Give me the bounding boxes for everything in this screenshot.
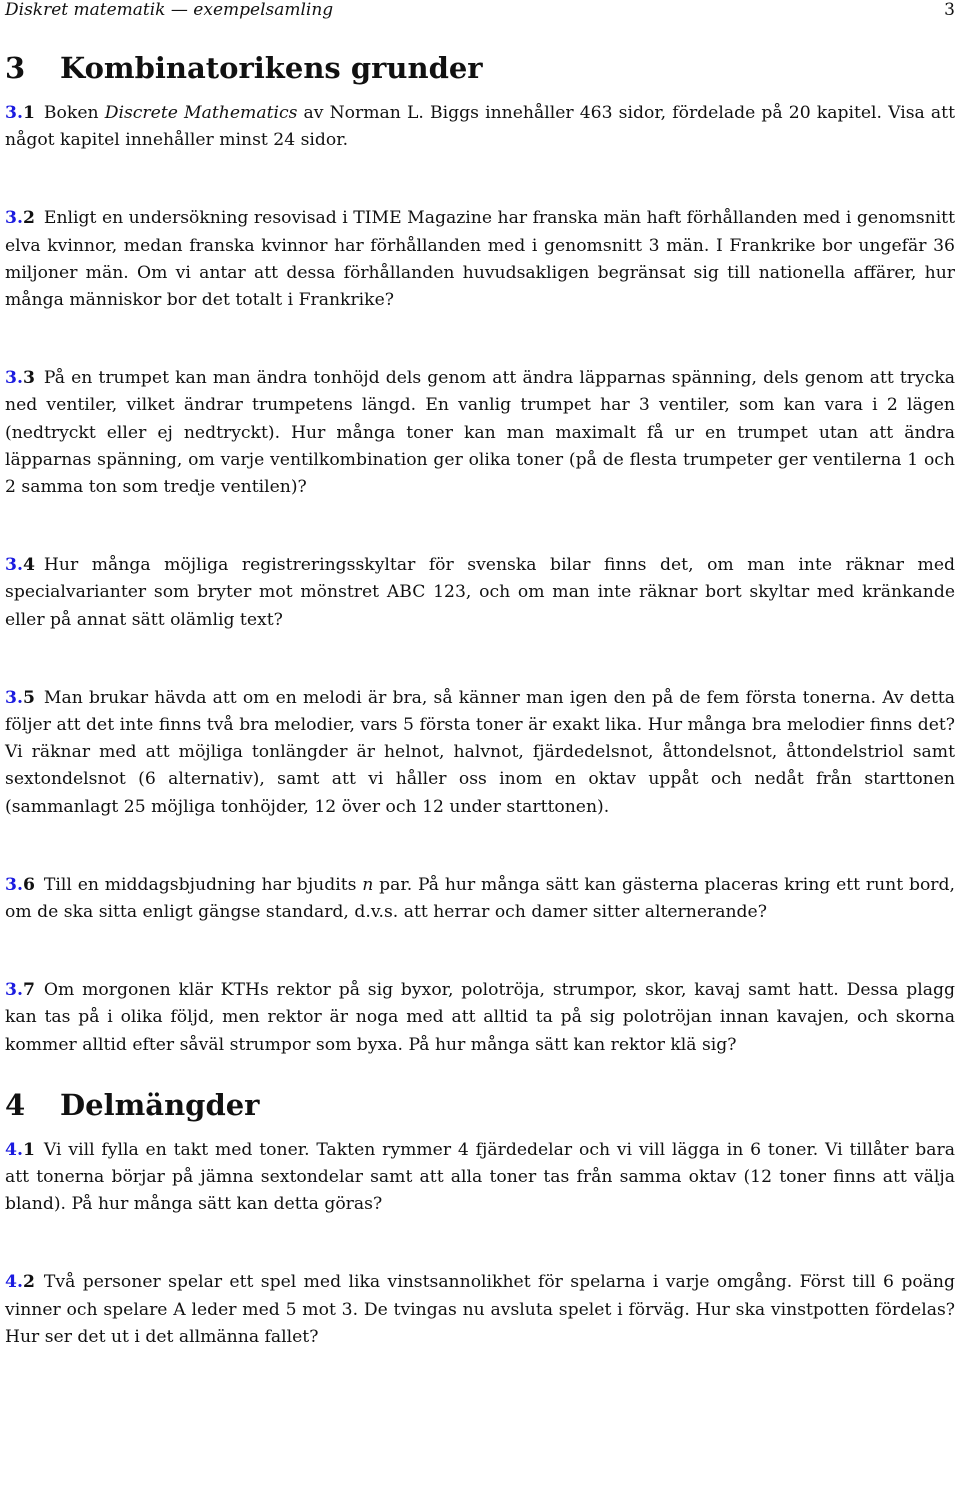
exercise-number: 3.4 bbox=[5, 555, 35, 576]
exercise-text: Om morgonen klär KTHs rektor på sig byxor, polotröja, strumpor, skor, kavaj samt hatt. Dessa plagg kan tas på i olika följd, men rektor är noga med att alltid ta på sig polotröjan innan kavajen, och skorna kommer alltid efter såväl strumpor som byxa. På hur många sätt kan rektor klä sig? bbox=[5, 980, 955, 1055]
exercise-number: 3.6 bbox=[5, 874, 35, 895]
exercise-number: 3.1 bbox=[5, 103, 35, 123]
section-heading bbox=[5, 50, 955, 86]
exercise-4-2 bbox=[5, 1269, 955, 1351]
section-heading bbox=[5, 1087, 955, 1123]
exercise-number: 3.5 bbox=[5, 687, 35, 708]
running-header bbox=[5, 0, 955, 28]
exercise-number: 3.3 bbox=[5, 368, 35, 389]
exercise-text: Boken Discrete Mathematics av Norman L. Biggs innehåller 463 sidor, fördelade på 20 kapitel. Visa att något kapitel innehåller minst 24 sidor. bbox=[5, 103, 955, 151]
math-variable: n bbox=[362, 874, 374, 895]
exercise-text: Man brukar hävda att om en melodi är bra, så känner man igen den på de fem första tonerna. Av detta följer att det inte finns två bra melodier, vars 5 första toner är exakt lika. Hur många bra melodier finns det? Vi räknar med att möjliga tonlängder är helnot, halvnot, fjärdedelsnot, åttondelsnot, åttondelstriol samt sextondelsnot (6 alternativ), samt att vi håller oss inom en oktav uppåt och nedåt från starttonen (sammanlagt 25 möjliga tonhöjder, 12 över och 12 under starttonen). bbox=[5, 687, 955, 817]
running-header-title: Diskret matematik — exempelsamling bbox=[5, 0, 334, 20]
section-title: Delmängder bbox=[60, 1087, 260, 1122]
exercise-3-4 bbox=[5, 552, 955, 634]
exercise-3-7 bbox=[5, 977, 955, 1059]
section-title: Kombinatorikens grunder bbox=[60, 51, 483, 85]
book-title: Discrete Mathematics bbox=[104, 103, 298, 123]
exercise-3-3 bbox=[5, 365, 955, 501]
exercise-number: 4.2 bbox=[5, 1272, 35, 1293]
exercise-number: 4.1 bbox=[5, 1139, 35, 1160]
section-number: 4 bbox=[5, 1087, 26, 1122]
exercise-text: Hur många möjliga registreringsskyltar för svenska bilar finns det, om man inte räknar med specialvarianter som bryter mot mönstret ABC 123, och om man inte räknar bort skyltar med kränkande eller på annat sätt olämlig text? bbox=[5, 555, 955, 630]
exercise-text: Till en middagsbjudning har bjudits n par. På hur många sätt kan gästerna placeras kring ett runt bord, om de ska sitta enligt gängse standard, d.v.s. att herrar och damer sitter alternerande? bbox=[5, 874, 955, 923]
exercise-3-1 bbox=[5, 100, 955, 154]
page-number: 3 bbox=[944, 0, 955, 20]
exercise-3-5 bbox=[5, 685, 955, 821]
exercise-3-6 bbox=[5, 872, 955, 926]
exercise-number: 3.7 bbox=[5, 980, 35, 1001]
exercise-3-2 bbox=[5, 205, 955, 314]
exercise-text: På en trumpet kan man ändra tonhöjd dels genom att ändra läpparnas spänning, dels genom att trycka ned ventiler, vilket ändrar trumpetens längd. En vanlig trumpet har 3 ventiler, som kan vara i 2 lägen (nedtryckt eller ej nedtryckt). Hur många toner kan man maximalt få ur en trumpet utan att ändra läpparnas spänning, om varje ventilkombination ger olika toner (på de flesta trumpeter ger ventilerna 1 och 2 samma ton som tredje ventilen)? bbox=[5, 368, 955, 498]
exercise-text: Två personer spelar ett spel med lika vinstsannolikhet för spelarna i varje omgång. Först till 6 poäng vinner och spelare A leder med 5 mot 3. De tvingas nu avsluta spelet i förväg. Hur ska vinstpotten fördelas? Hur ser det ut i det allmänna fallet? bbox=[5, 1272, 955, 1347]
document-page bbox=[5, 0, 955, 1402]
exercise-text: Enligt en undersökning resovisad i TIME Magazine har franska män haft förhållanden med i genomsnitt elva kvinnor, medan franska kvinnor har förhållanden med i genomsnitt 3 män. I Frankrike bor ungefär 36 miljoner män. Om vi antar att dessa förhållanden huvudsakligen begränsat sig till nationella affärer, hur många människor bor det totalt i Frankrike? bbox=[5, 208, 955, 311]
exercise-number: 3.2 bbox=[5, 208, 35, 229]
exercise-4-1 bbox=[5, 1137, 955, 1219]
section-number: 3 bbox=[5, 51, 26, 85]
exercise-text: Vi vill fylla en takt med toner. Takten rymmer 4 fjärdedelar och vi vill lägga in 6 toner. Vi tillåter bara att tonerna börjar på jämna sextondelar samt att alla toner tas från samma oktav (12 toner finns att välja bland). På hur många sätt kan detta göras? bbox=[5, 1139, 955, 1215]
